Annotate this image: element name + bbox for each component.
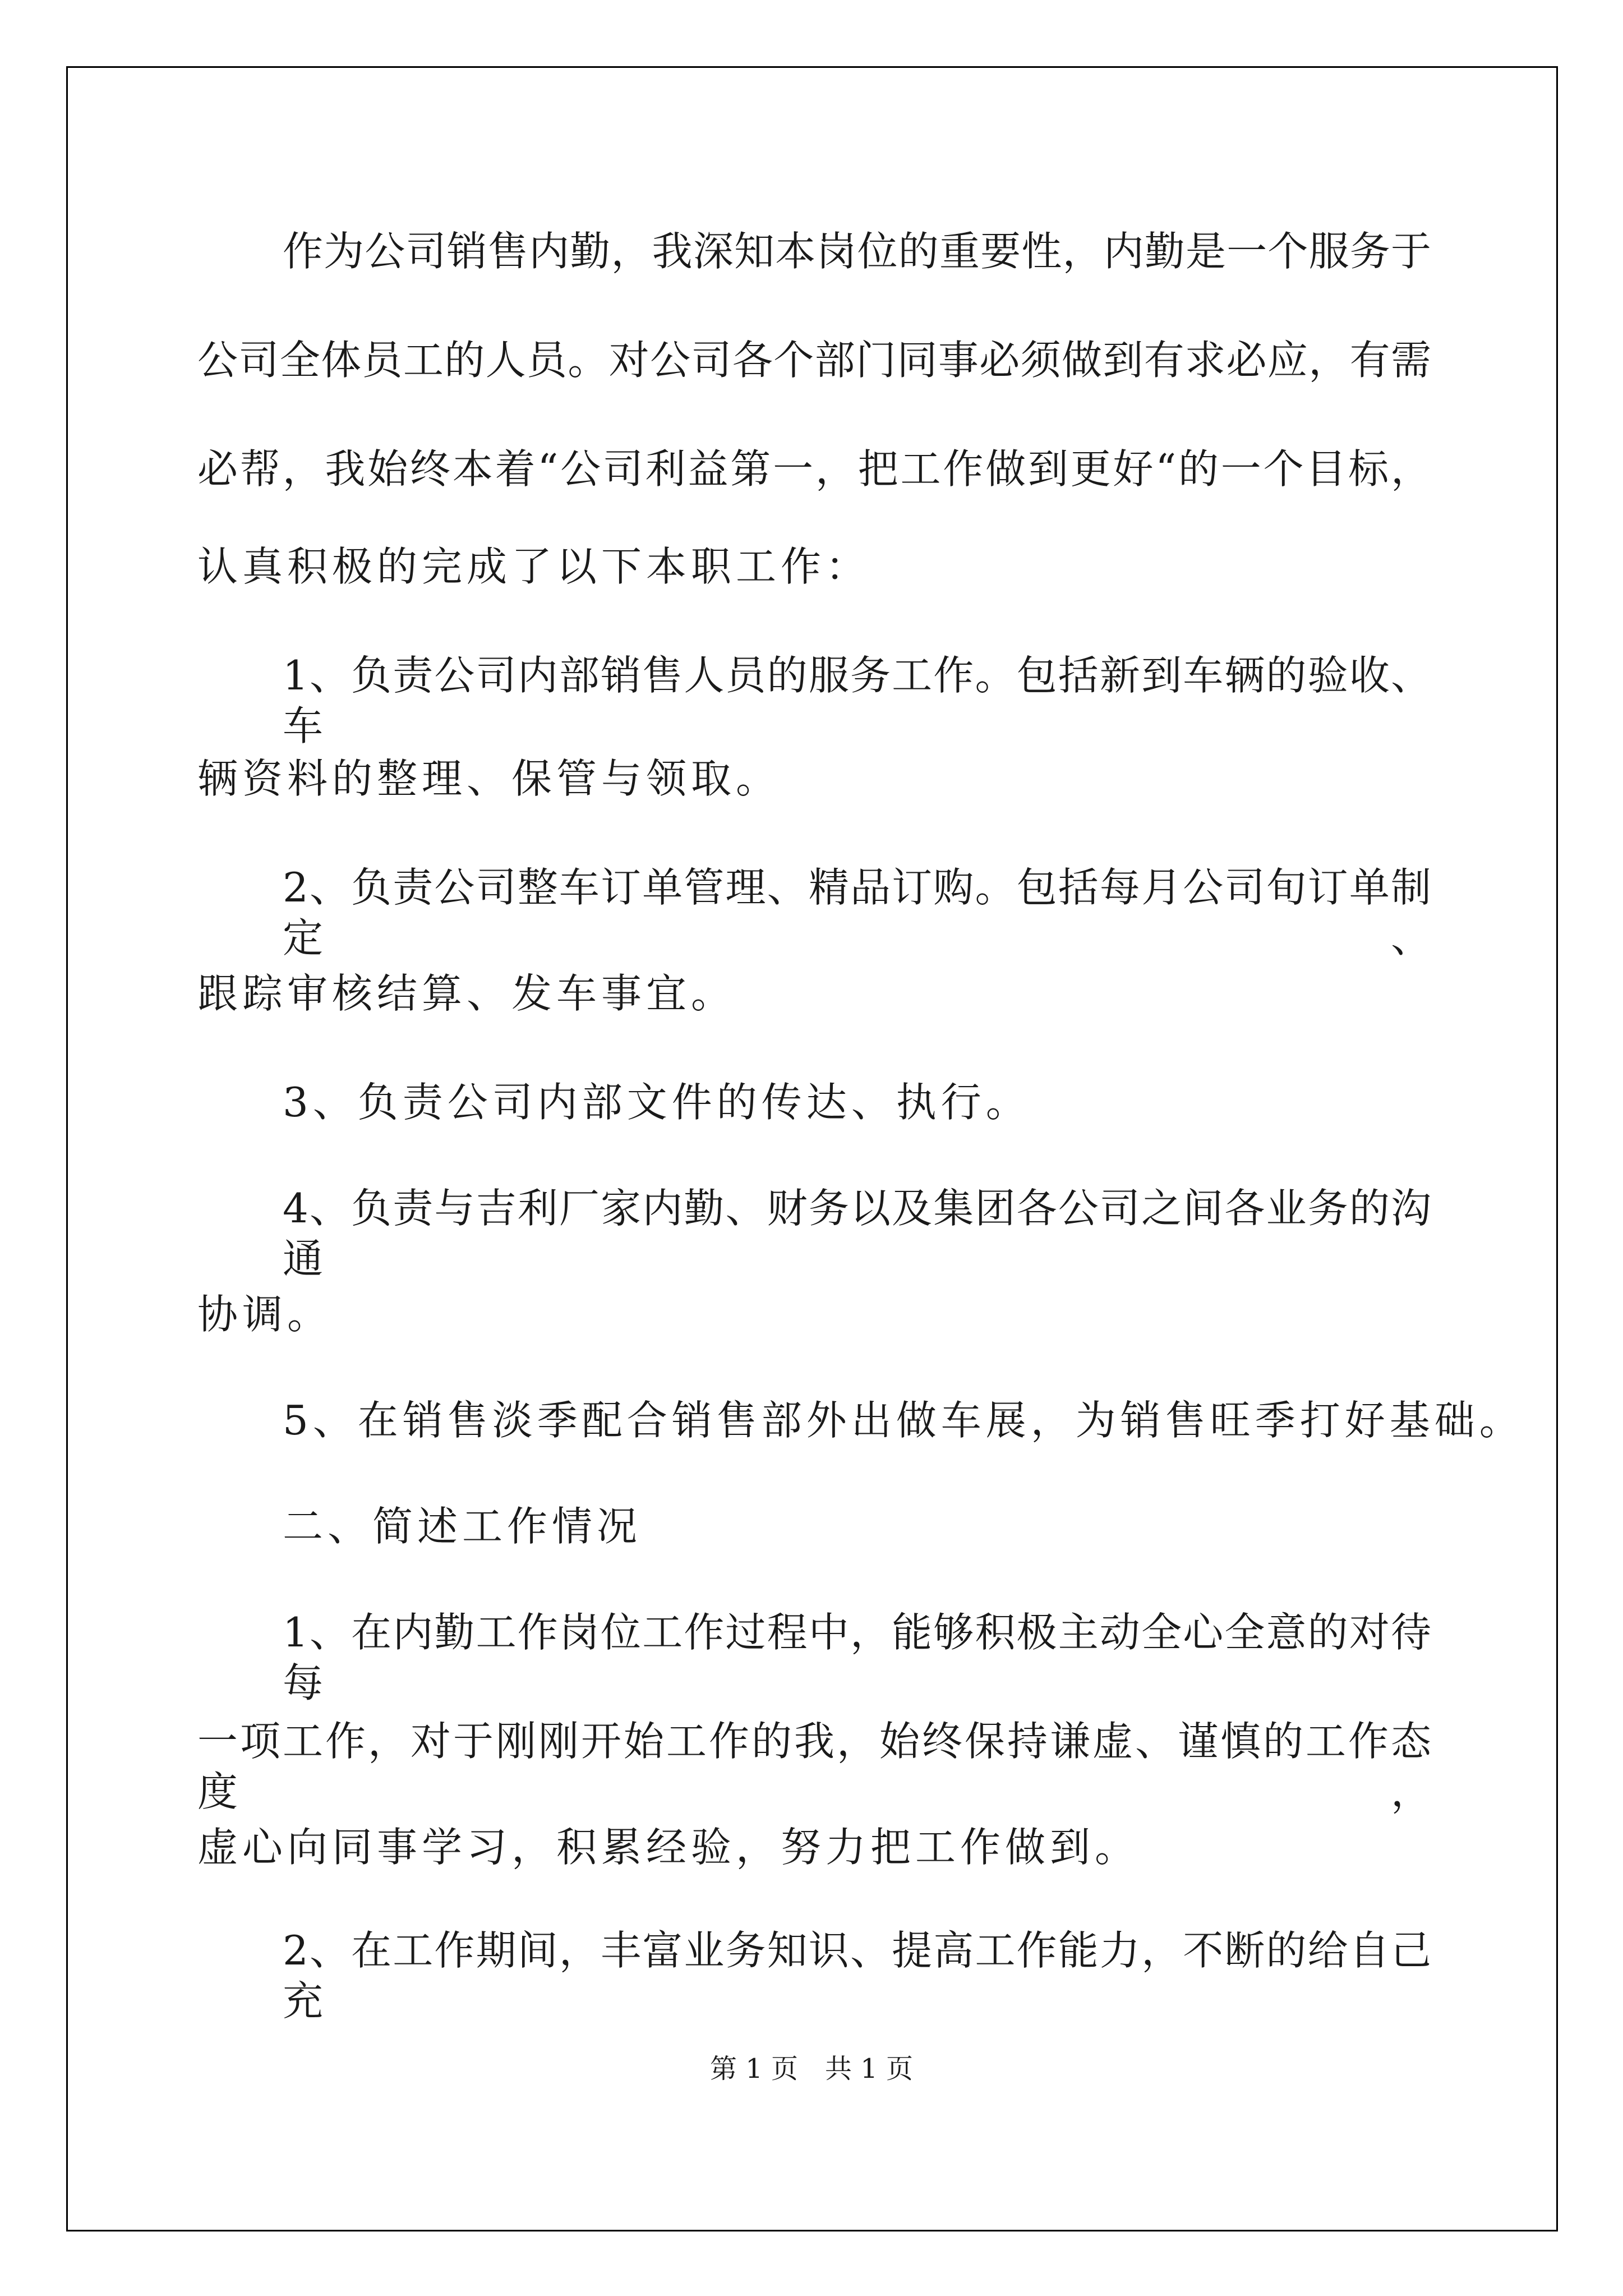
text-line: 辆资料的整理、保管与领取。: [197, 755, 781, 802]
text-line: 一项工作，对于刚刚开始工作的我，始终保持谦虚、谨慎的工作态度，: [197, 1718, 1431, 1815]
text-line: 4、负责与吉利厂家内勤、财务以及集团各公司之间各业务的沟通: [283, 1185, 1431, 1282]
text-line: 虚心向同事学习，积累经验，努力把工作做到。: [197, 1824, 1140, 1871]
text-line: 协调。: [197, 1291, 333, 1338]
text-line: 作为公司销售内勤，我深知本岗位的重要性，内勤是一个服务于: [283, 228, 1431, 275]
text-line: 2、负责公司整车订单管理、精品订购。包括每月公司旬订单制定、: [283, 864, 1431, 961]
text-line: 2、在工作期间，丰富业务知识、提高工作能力，不断的给自己充: [283, 1927, 1431, 2024]
text-line: 必帮，我始终本着“公司利益第一，把工作做到更好“的一个目标，: [197, 445, 1431, 493]
text-line: 5、在销售淡季配合销售部外出做车展，为销售旺季打好基础。: [283, 1397, 1524, 1444]
section-heading: 二、简述工作情况: [283, 1503, 642, 1550]
text-line: 跟踪审核结算、发车事宜。: [197, 970, 736, 1017]
text-line: 认真积极的完成了以下本职工作：: [197, 543, 871, 590]
text-line: 公司全体员工的人员。对公司各个部门同事必须做到有求必应，有需: [197, 337, 1431, 384]
text-line: 1、在内勤工作岗位工作过程中，能够积极主动全心全意的对待每: [283, 1609, 1431, 1706]
page-border: [66, 66, 1558, 2231]
text-line: 3、负责公司内部文件的传达、执行。: [283, 1079, 1031, 1126]
text-line: 1、负责公司内部销售人员的服务工作。包括新到车辆的验收、车: [283, 652, 1431, 749]
page-number-footer: 第 1 页 共 1 页: [709, 2053, 914, 2085]
